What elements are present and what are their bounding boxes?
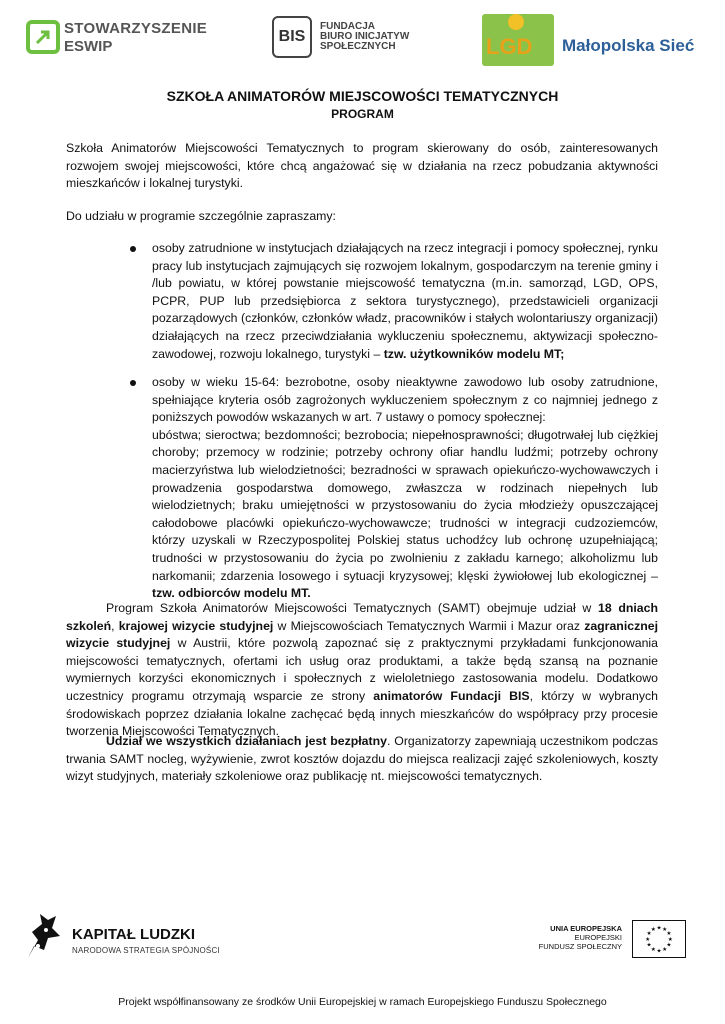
p4-text: . Organizatorzy zapewniają uczestnikom podczas trwania SAMT nocleg, wyżywienie, zwrot kosztów dojazdu do miejsca realizacji zajęć szkoleniowych, koszty wizyt studyjnych, materiały szkoleniowe oraz publikację nt. miejscowości tematycznych. <box>66 734 659 784</box>
p3-e: w Austrii, które pozwolą zapoznać się z praktycznymi przykładami funkcjonowania miejscowości tematycznych, ofertami ich usług oraz produktami, a także będą szansą na poznanie wymiernych korzyści ekonomicznych i społecznych z wieloletniego zastosowania modelu. Dodatkowo uczestnicy programu otrzymają wsparcie ze strony <box>66 636 658 703</box>
p3-f: , którzy w wybranych środowiskach poprzez działania lokalne zachęcać będą innych mieszkańców do współpracy przy procesie tworzenia Miejscowości Tematycznych. <box>66 688 658 739</box>
eu-text <box>539 924 622 951</box>
svg-text:★: ★ <box>662 926 668 933</box>
svg-text:★: ★ <box>650 926 656 933</box>
svg-text:★: ★ <box>656 948 662 955</box>
bis-name <box>320 22 409 52</box>
document-title: SZKOŁA ANIMATORÓW MIEJSCOWOŚCI TEMATYCZNYCH <box>166 88 559 104</box>
svg-text:★: ★ <box>656 925 662 932</box>
lgd-emblem <box>482 14 554 66</box>
bis-line2: BIURO INICJATYW <box>320 31 410 42</box>
eu-line1: UNIA EUROPEJSKA <box>550 924 622 933</box>
lgd-mark: LGD <box>486 34 533 59</box>
svg-text:★: ★ <box>666 942 672 949</box>
bis-line1: FUNDACJA <box>320 21 375 32</box>
svg-text:★: ★ <box>646 931 652 938</box>
svg-text:★: ★ <box>666 931 672 938</box>
sun-icon <box>508 14 524 30</box>
eu-line3: FUNDUSZ SPOŁECZNY <box>538 942 622 951</box>
bullet-icon <box>130 246 136 252</box>
lgd-name: Małopolska Sieć <box>562 36 695 55</box>
kapital-ludzki-logo <box>24 910 224 964</box>
intro-paragraph: Szkoła Animatorów Miejscowości Tematycznych to program skierowany do osób, zainteresowanych rozwojem swojej miejscowości, które chcą angażować się w działania na rzecz pobudzania aktywności mieszkańców i lokalnej turystyki. <box>66 141 658 191</box>
free-participation-paragraph <box>66 733 658 786</box>
bis-logo <box>272 16 442 62</box>
lgd-logo <box>482 10 702 68</box>
svg-text:★: ★ <box>650 946 656 953</box>
eswip-name-line2: ESWIP <box>64 38 113 55</box>
document-subtitle: PROGRAM <box>331 107 394 121</box>
kapital-ludzki-title: KAPITAŁ LUDZKI <box>72 926 196 943</box>
svg-text:★: ★ <box>662 946 668 953</box>
list-item <box>152 240 658 363</box>
eu-flag-icon <box>632 920 686 958</box>
svg-text:★: ★ <box>646 942 652 949</box>
bullet1-bold: tzw. użytkowników modelu MT; <box>383 346 565 361</box>
p3-b1: 18 dniach szkoleń <box>66 601 658 633</box>
p3-b4: animatorów Fundacji BIS <box>373 688 530 703</box>
lead-paragraph: Do udziału w programie szczególnie zapraszamy: <box>66 209 336 223</box>
eswip-name-line1: STOWARZYSZENIE <box>64 20 208 37</box>
p3-b3: zagranicznej wizycie studyjnej <box>66 618 658 651</box>
bullet2-list: ubóstwa; sieroctwa; bezdomności; bezrobocia; niepełnosprawności; długotrwałej lub ciężkiej choroby; przemocy w rodzinie; potrzeby ochrony ofiar handlu ludźmi; potrzeby ochrony macierzyństwa lub wielodzietności; bezradności w sprawach opiekuńczo-wychowawczych i prowadzenia gospodarstwa domowego, zwłaszcza w rodzinach niepełnych lub wielodzietnych; braku umiejętności w przystosowaniu do życia młodzieży opuszczającej całodobowe placówki opiekuńczo-wychowawcze; trudności w integracji cudzoziemców, którzy uzyskali w Rzeczypospolitej Polskiej status uchodźcy lub ochronę uzupełniającą; trudności w przystosowaniu do życia po zwolnieniu z zakładu karnego; alkoholizmu lub narkomanii; zdarzenia losowego i sytuacji kryzysowej; klęski żywiołowej lub ekologicznej – <box>152 427 658 583</box>
kapital-ludzki-subtitle: NARODOWA STRATEGIA SPÓJNOŚCI <box>72 946 220 955</box>
bullet2-text: osoby w wieku 15-64: bezrobotne, osoby nieaktywne zawodowo lub osoby zatrudnione, spełniające kryteria osób zagrożonych wykluczeniem społecznym z co najmniej jednego z poniższych powodów wskazanych w art. 7 ustawy o pomocy społecznej: <box>152 375 658 425</box>
funding-note: Projekt współfinansowany ze środków Unii Europejskiej w ramach Europejskiego Funduszu Społecznego <box>118 996 607 1008</box>
svg-text:★: ★ <box>645 936 651 943</box>
bullet2-bold: tzw. odbiorców modelu MT. <box>152 586 311 601</box>
svg-text:★: ★ <box>667 936 673 943</box>
eu-line2: EUROPEJSKI <box>574 933 622 942</box>
p3-b2: krajowej wizycie studyjnej <box>118 618 274 633</box>
bis-line3: SPOŁECZNYCH <box>320 41 396 52</box>
kapital-ludzki-figure-icon <box>24 910 62 960</box>
bullet-icon <box>130 380 136 386</box>
eswip-arrow-icon <box>26 20 60 54</box>
p3-c: , <box>111 618 119 633</box>
bis-mark: BIS <box>272 16 312 58</box>
list-item <box>152 374 658 603</box>
eswip-logo <box>26 16 206 60</box>
p3-d: w Miejscowościach Tematycznych Warmii i Mazur oraz <box>273 618 585 633</box>
eu-logo <box>520 916 700 966</box>
bullet1-text: osoby zatrudnione w instytucjach działających na rzecz integracji i pomocy społecznej, rynku pracy lub instytucjach zajmujących się rozwojem lokalnym, gospodarczym na terenie gminy i /lub powiatu, w której powstanie miejscowość tematyczna (m.in. samorząd, LGD, OPS, PCPR, PUP lub przedsiębiorca z sektora turystycznego), przedstawicieli organizacji pozarządowych (członków, członków władz, pracowników i stałych wolontariuszy organizacji) działających na rzecz przeciwdziałania wykluczeniu społecznemu, aktywizacji społeczno-zawodowej, rozwoju lokalnego, turystyki – <box>152 241 658 361</box>
p4-bold: Udział we wszystkich działaniach jest bezpłatny <box>106 734 387 748</box>
program-paragraph <box>66 600 658 741</box>
p3-a: Program Szkoła Animatorów Miejscowości Tematycznych (SAMT) obejmuje udział w <box>106 601 598 615</box>
